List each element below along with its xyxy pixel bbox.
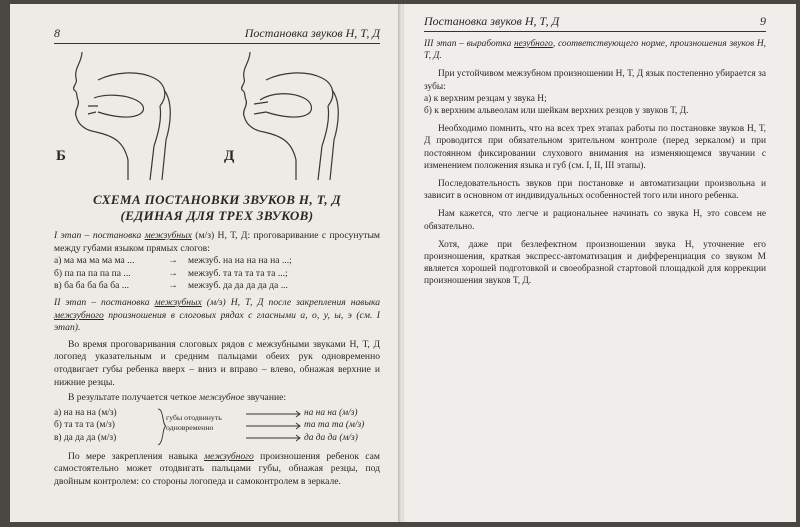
syllable-source: б) па па па па па ... [54, 267, 131, 279]
stage2-word2: межзубного [54, 309, 104, 321]
stage2-dash: – постановка [86, 296, 155, 308]
paragraph-differentiation: Хотя, даже при безлефектном произношении звука Н, уточнение его произношения, краткая экспресс-автоматизация и дифференциация со звуком М является хорошей подготовкой и своеобразной стартовой площадкой для коррекции произношения звуков Т, Д. [424, 239, 766, 287]
stage2-rest: произношения в слоговых рядах с гласными а, о, у, ы, э (см. I этап). [54, 309, 380, 334]
left-page-number: 8 [54, 26, 60, 40]
left-running-title: Постановка звуков Н, Т, Д [244, 26, 380, 40]
syllable-row [54, 255, 380, 268]
para2-suffix: звучание: [244, 392, 287, 404]
syllable-target: межзуб. та та та та та ...; [188, 267, 288, 279]
stage1-lead: I этап [54, 230, 82, 241]
scheme-title [54, 192, 380, 224]
example-result: да да да (м/з) [304, 432, 358, 443]
para3-suffix: произношения ребенок сам самостоятельно может отодвигать пальцами губы, обнажая резцы, под двойным контролем: со стороны логопеда и самоконтролем в зеркале. [54, 450, 380, 487]
paragraph-remember: Необходимо помнить, что на всех трех этапах работы по постановке звуков Н, Т, Д проводится при обязательном зрительном контроле (перед зеркалом) и при постоянном фиксировании слухового внимания на изменяющемся звучании с изменением положения языка и губ (см. I, II, III этапы). [424, 124, 766, 171]
tongue-item-a: а) к верхним резцам у звука Н; [424, 93, 547, 104]
stage1-paragraph [54, 230, 380, 255]
syllable-target: межзуб. на на на на на ...; [188, 255, 292, 267]
articulation-figure [54, 50, 380, 182]
book-gutter [398, 4, 404, 522]
right-page [400, 4, 796, 522]
figure-label-b: Б [56, 148, 66, 164]
left-running-head [54, 26, 380, 44]
stage2-mid: (м/з) Н, Т, Д после закрепления навыка [201, 296, 380, 308]
stage2-lead: II этап [54, 296, 87, 308]
example-item: в) да да да (м/з) [54, 432, 117, 443]
right-page-number: 9 [760, 14, 766, 28]
figure-label-d: Д [224, 148, 235, 164]
stage3-rest: , соответствующего норме, произношения звуков Н, Т, Д. [424, 39, 766, 62]
arrow-icon: → [168, 280, 178, 292]
syllable-source: в) ба ба ба ба ба ... [54, 280, 130, 292]
para3-prefix: По мере закрепления навыка [68, 450, 205, 462]
paragraph-consolidation [54, 451, 380, 489]
para3-word: межзубного [204, 450, 254, 462]
left-page [10, 4, 400, 522]
para2-word: межзубное [199, 392, 245, 404]
stage2-paragraph [54, 297, 380, 335]
stage2-word1: межзубных [154, 296, 202, 308]
example-item: а) на на на (м/з) [54, 407, 117, 418]
paragraph-sequence: Последовательность звуков при постановке и автоматизации произвольна и зависит в основном от индивидуальных особенностей того или иного ребенка. [424, 179, 766, 202]
book-spread [10, 4, 796, 522]
syllable-row [54, 280, 380, 293]
right-running-head [424, 14, 766, 32]
scheme-title-line2: (ЕДИНАЯ ДЛЯ ТРЕХ ЗВУКОВ) [120, 208, 314, 223]
examples-right [304, 407, 364, 445]
stage3-lead: III этап [424, 39, 457, 49]
brace-note [166, 413, 222, 433]
articulation-profiles-illustration [54, 50, 374, 182]
stage1-dash: – постановка [81, 230, 145, 241]
stage3-word: незубного [514, 39, 553, 49]
example-result: та та та (м/з) [304, 420, 365, 431]
example-result: на на на (м/з) [304, 407, 358, 418]
paragraph-start: Нам кажется, что легче и рациональнее начинать со звука Н, это совсем не обязательно. [424, 209, 766, 232]
syllable-row [54, 268, 380, 281]
syllable-list [54, 255, 380, 293]
tongue-item-b: б) к верхним альвеолам или шейкам верхних резцов у звуков Т, Д. [424, 106, 689, 117]
arrow-icon: → [168, 267, 178, 279]
brace-note-line1: губы отодвинуть [166, 412, 222, 422]
stage1-rest: (м/з) Н, Т, Д: проговаривание с просунутым между губами языком прямых слогов: [54, 230, 380, 254]
examples-block [54, 407, 380, 447]
scheme-title-line1: СХЕМА ПОСТАНОВКИ ЗВУКОВ Н, Т, Д [92, 192, 342, 207]
stage3-paragraph [424, 38, 766, 62]
paragraph-result [54, 392, 380, 405]
syllable-source: а) ма ма ма ма ма ... [54, 255, 135, 267]
arrow-icon: → [168, 255, 178, 267]
para2-prefix: В результате получается четкое [68, 392, 200, 404]
syllable-target: межзуб. да да да да да ... [188, 280, 288, 292]
examples-left [54, 407, 117, 445]
paragraph-tongue: При устойчивом межзубном произношении Н, Т, Д язык постепенно убирается за зубы: [424, 69, 766, 92]
paragraph-method: Во время проговаривания слоговых рядов с межзубными звуками Н, Т, Д логопед указательным и средним пальцами обеих рук одновременно отодвигает губы ребенка вверх – вниз и вправо – влево, обнажая верхние и нижние резцы. [54, 338, 380, 388]
stage3-dash: – выработка [456, 39, 515, 49]
stage1-word: межзубных [144, 230, 192, 241]
example-item: б) та та та (м/з) [54, 420, 115, 431]
right-running-title: Постановка звуков Н, Т, Д [424, 14, 560, 28]
brace-note-line2: одновременно [166, 422, 214, 432]
